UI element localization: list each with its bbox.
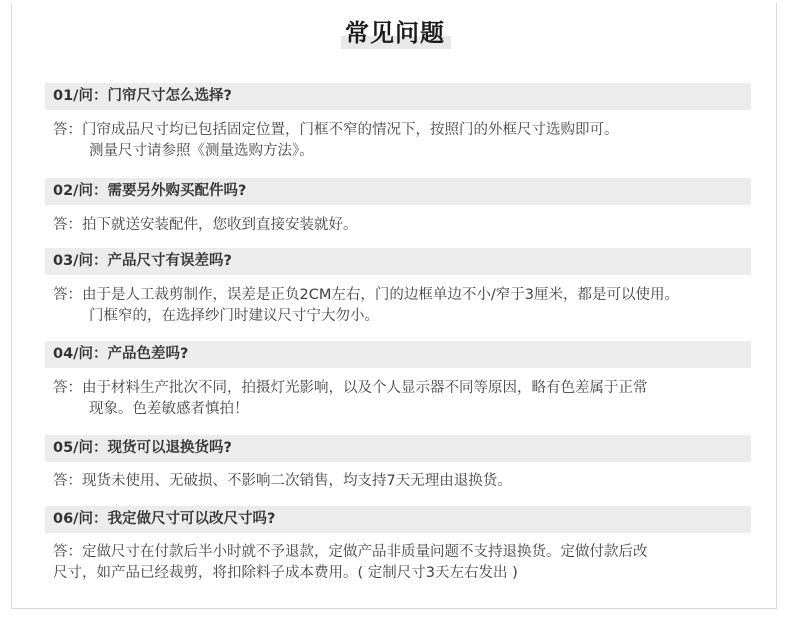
faq-question-6: 06/问：我定做尺寸可以改尺寸吗? [45,506,751,533]
faq-answer-3-line-1: 答：由于是人工裁剪制作，误差是正负2CM左右，门的边框单边不小/窄于3厘米，都是可以使用。 [53,287,679,303]
faq-question-4: 04/问：产品色差吗? [45,341,751,368]
faq-answer-6-line-1: 答：定做尺寸在付款后半小时就不予退款，定做产品非质量问题不支持退换货。定做付款后改 [53,544,648,560]
faq-answer-4-line-2: 现象。色差敏感者慎拍！ [89,401,249,417]
faq-answer-5-line-1: 答：现货未使用、无破损、不影响二次销售，均支持7天无理由退换货。 [53,473,512,489]
faq-question-5: 05/问：现货可以退换货吗? [45,435,751,462]
page-title-text: 常见问题 [345,19,445,47]
faq-answer-1 [53,120,619,162]
faq-answer-3-line-2: 门框窄的，在选择纱门时建议尺寸宁大勿小。 [89,308,379,324]
faq-answer-1-line-1: 答：门帘成品尺寸均已包括固定位置，门框不窄的情况下，按照门的外框尺寸选购即可。 [53,122,619,138]
faq-answer-3 [53,285,679,327]
title-wrapper [0,16,790,50]
faq-answer-2-line-1: 答：拍下就送安装配件，您收到直接安装就好。 [53,217,358,233]
faq-answer-4 [53,378,648,420]
faq-answer-4-line-1: 答：由于材料生产批次不同，拍摄灯光影响，以及个人显示器不同等原因，略有色差属于正常 [53,380,648,396]
faq-answer-5 [53,471,512,492]
page-title [339,16,451,50]
faq-answer-6-line-2: 尺寸，如产品已经裁剪，将扣除料子成本费用。( 定制尺寸3天左右发出 ) [53,565,518,581]
faq-answer-1-line-2: 测量尺寸请参照《测量选购方法》。 [89,143,314,159]
faq-question-3: 03/问：产品尺寸有误差吗? [45,248,751,275]
faq-answer-6 [53,542,648,584]
faq-question-2: 02/问：需要另外购买配件吗? [45,178,751,205]
faq-answer-2 [53,215,358,236]
faq-question-1: 01/问：门帘尺寸怎么选择? [45,83,751,110]
